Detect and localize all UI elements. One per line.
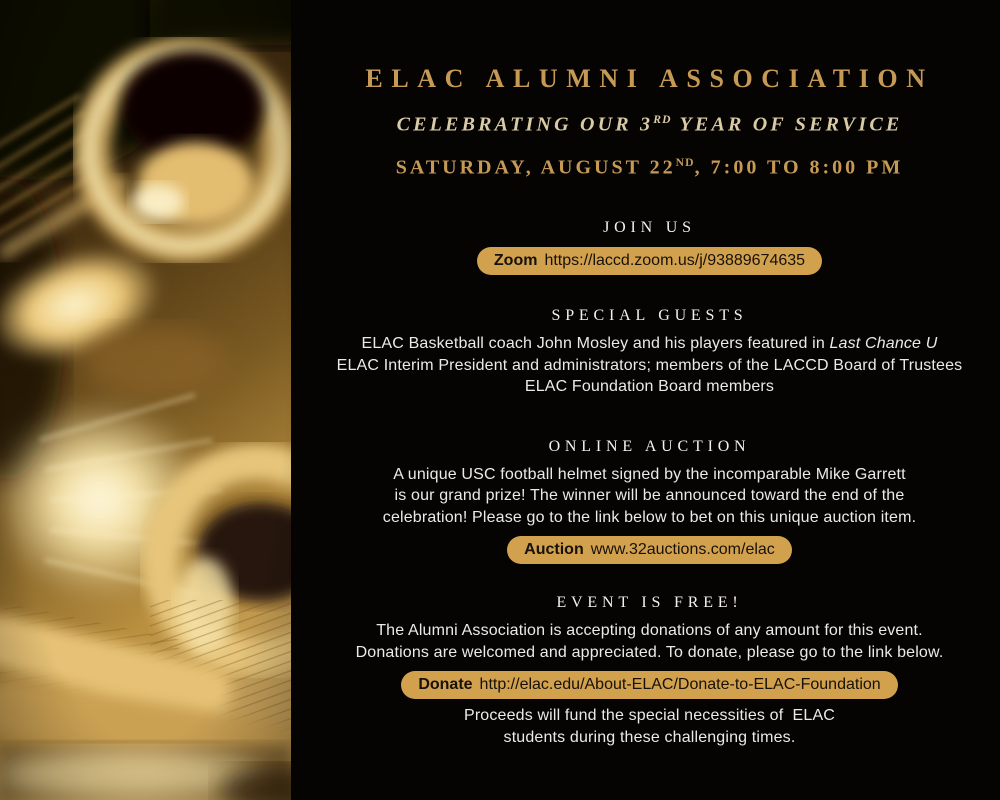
donate-link-pill[interactable] [401, 671, 897, 699]
subtitle-text: CELEBRATING OUR 3 [396, 113, 654, 136]
zoom-link-label: Zoom [493, 252, 538, 270]
subtitle-ordinal-sup: RD [653, 113, 672, 126]
auction-link-pill[interactable] [507, 536, 792, 564]
auction-line-2: is our grand prize! The winner will be announced toward the end of the [394, 487, 905, 505]
auction-line-3: celebration! Please go to the link below to bet on this unique auction item. [382, 508, 917, 526]
guests-line-1-text: ELAC Basketball coach John Mosley and his players featured in [361, 335, 830, 353]
datetime-text-suffix: , 7:00 TO 8:00 PM [694, 156, 904, 179]
guests-line-3: ELAC Foundation Board members [524, 378, 775, 396]
special-guests-heading: SPECIAL GUESTS [551, 307, 748, 325]
event-datetime [396, 149, 904, 182]
auction-link-label: Auction [524, 541, 584, 559]
donation-line-2: Donations are welcomed and appreciated. To donate, please go to the link below. [355, 643, 944, 661]
online-auction-heading: ONLINE AUCTION [548, 437, 751, 455]
auction-line-1: A unique USC football helmet signed by the incomparable Mike Garrett [393, 465, 906, 483]
event-title: ELAC ALUMNI ASSOCIATION [365, 64, 934, 93]
proceeds-text [464, 705, 835, 748]
balloons-photo-graphic [0, 0, 291, 800]
special-guests-text [337, 333, 963, 398]
proceeds-line-1: Proceeds will fund the special necessities of ELAC [463, 707, 835, 725]
online-auction-text [383, 464, 916, 529]
datetime-ordinal-sup: ND [675, 155, 695, 169]
guests-line-2: ELAC Interim President and administrators; members of the LACCD Board of Trustees [336, 356, 963, 374]
proceeds-line-2: students during these challenging times. [503, 728, 796, 746]
donate-link-label: Donate [418, 676, 473, 694]
flyer-content [291, 0, 1000, 800]
auction-link-url: www.32auctions.com/elac [590, 541, 775, 559]
donation-text [356, 620, 944, 663]
datetime-text: SATURDAY, AUGUST 22 [395, 156, 676, 179]
event-is-free-heading: EVENT IS FREE! [556, 594, 743, 612]
zoom-link-url: https://laccd.zoom.us/j/93889674635 [544, 252, 806, 270]
balloons-photo [0, 0, 291, 800]
donate-link-url: http://elac.edu/About-ELAC/Donate-to-ELAC-Foundation [479, 676, 881, 694]
guests-line-1 [337, 333, 963, 355]
guests-line-1-show-title: Last Chance U [829, 335, 938, 353]
zoom-link-pill[interactable] [477, 247, 822, 275]
event-subtitle [397, 106, 903, 139]
join-us-heading: JOIN US [603, 219, 696, 237]
donation-line-1: The Alumni Association is accepting donations of any amount for this event. [376, 622, 923, 640]
subtitle-text-suffix: YEAR OF SERVICE [671, 113, 903, 136]
